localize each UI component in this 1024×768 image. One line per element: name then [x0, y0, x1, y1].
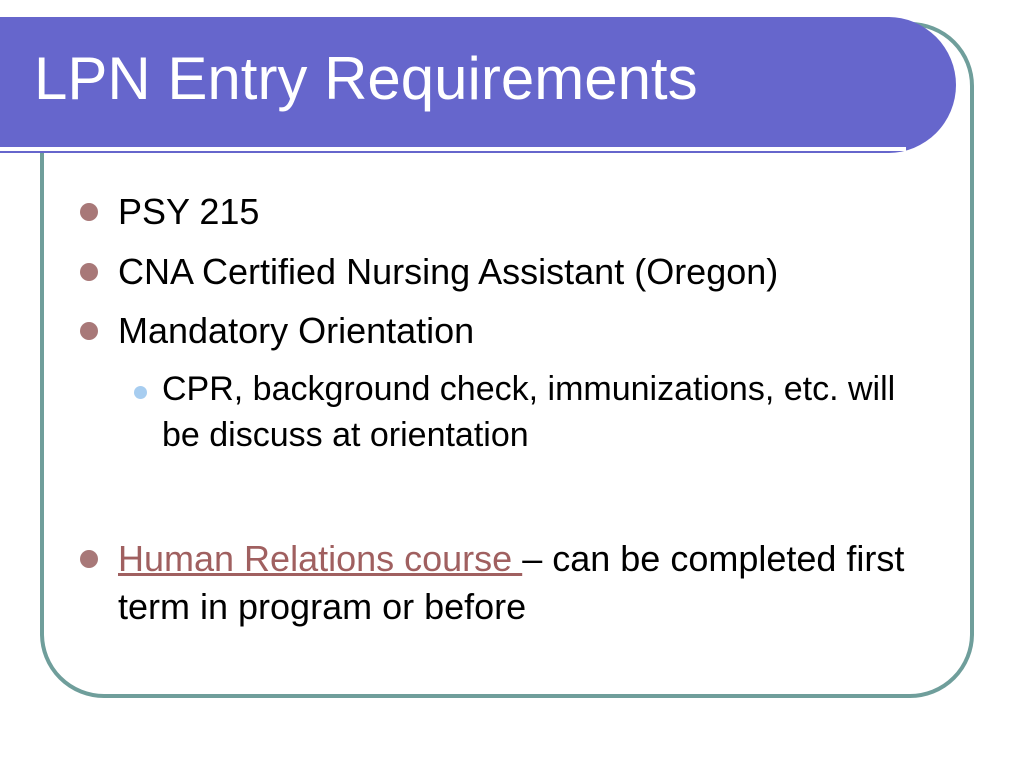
- bullet-psy-215: PSY 215: [118, 191, 260, 232]
- sub-bullet-icon: [134, 386, 147, 399]
- sub-bullet-orientation-details: CPR, background check, immunizations, etc. will be discuss at orientation: [162, 370, 896, 454]
- human-relations-text: – can be completed first term in program or before: [118, 538, 905, 627]
- bullet-icon: [80, 203, 98, 221]
- bullet-cna: CNA Certified Nursing Assistant (Oregon): [118, 251, 779, 292]
- bullet-orientation: Mandatory Orientation: [118, 310, 475, 351]
- bullet-icon: [80, 550, 98, 568]
- bullet-human-relations: [118, 535, 958, 631]
- slide-title: LPN Entry Requirements: [34, 45, 698, 112]
- human-relations-course-link[interactable]: Human Relations course: [118, 538, 523, 579]
- bullet-icon: [80, 263, 98, 281]
- bullet-icon: [80, 322, 98, 340]
